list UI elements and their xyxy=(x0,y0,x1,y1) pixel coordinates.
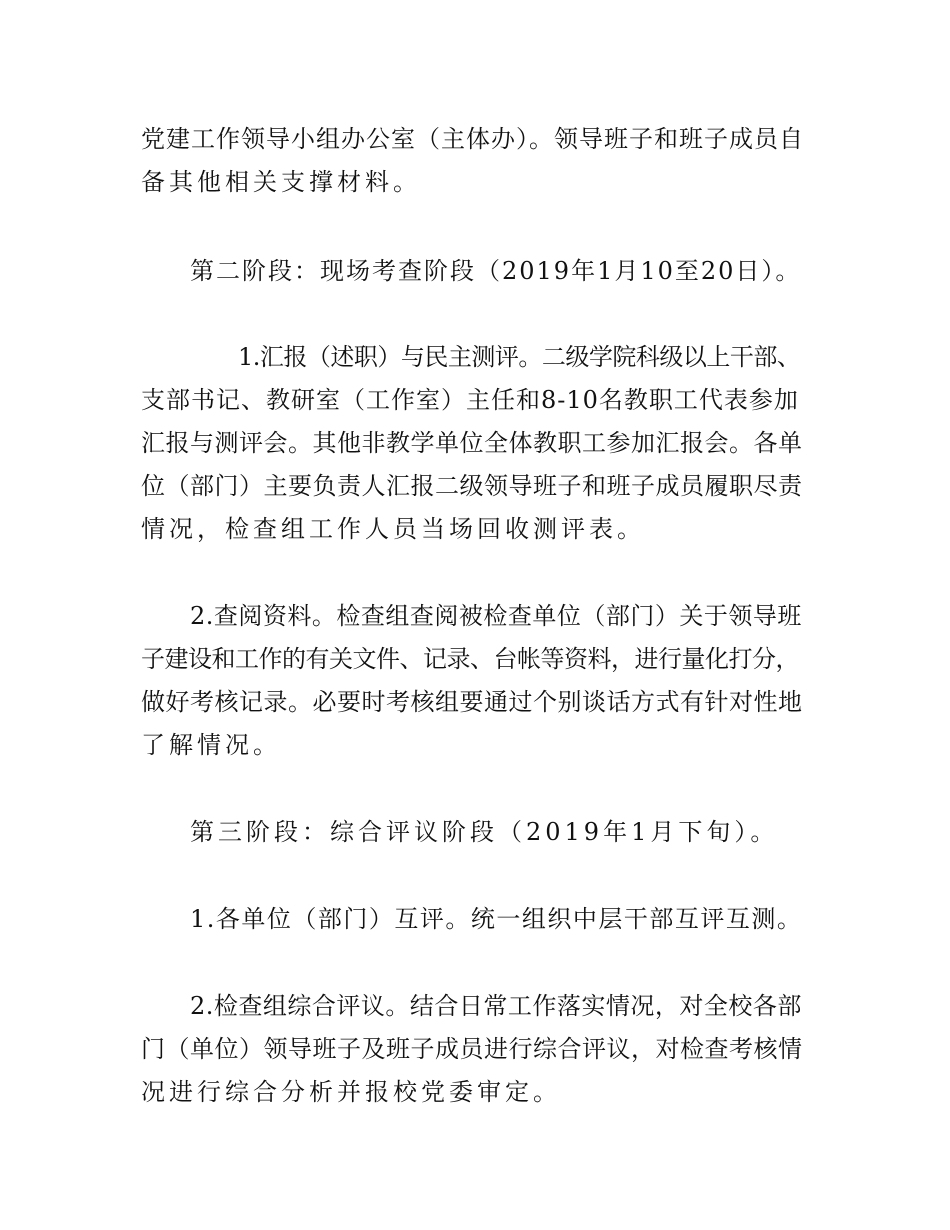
stage2-item1-line-5: 情况，检查组工作人员当场回收测评表。 xyxy=(141,515,645,543)
stage3-item1-line-1: 1.各单位（部门）互评。统一组织中层干部互评互测。 xyxy=(190,905,803,933)
stage3-item2-line-1: 2.检查组综合评议。结合日常工作落实情况，对全校各部 xyxy=(190,992,802,1020)
para1-line-2: 备其他相关支撑材料。 xyxy=(141,168,421,196)
stage2-item1-line-2: 支部书记、教研室（工作室）主任和8-10名教职工代表参加 xyxy=(141,386,799,414)
stage2-item1-line-3: 汇报与测评会。其他非教学单位全体教职工参加汇报会。各单 xyxy=(141,429,803,457)
stage2-item2-line-2: 子建设和工作的有关文件、记录、台帐等资料，进行量化打分， xyxy=(141,645,799,673)
stage3-item2-line-2: 门（单位）领导班子及班子成员进行综合评议，对检查考核情 xyxy=(141,1035,803,1063)
stage2-heading: 第二阶段：现场考查阶段（2019年1月10至20日）。 xyxy=(190,257,802,285)
stage3-heading: 第三阶段：综合评议阶段（2019年1月下旬）。 xyxy=(190,818,779,846)
stage2-item2-line-3: 做好考核记录。必要时考核组要通过个别谈话方式有针对性地 xyxy=(141,688,803,716)
stage2-item2-line-1: 2.查阅资料。检查组查阅被检查单位（部门）关于领导班 xyxy=(190,602,802,630)
stage2-item2-line-4: 了解情况。 xyxy=(141,731,281,759)
stage2-item1-line-1: 1.汇报（述职）与民主测评。二级学院科级以上干部、 xyxy=(238,343,801,371)
para1-line-1: 党建工作领导小组办公室（主体办）。领导班子和班子成员自 xyxy=(141,125,804,153)
stage3-item2-line-3: 况进行综合分析并报校党委审定。 xyxy=(141,1078,561,1106)
stage2-item1-line-4: 位（部门）主要负责人汇报二级领导班子和班子成员履职尽责 xyxy=(141,472,803,500)
